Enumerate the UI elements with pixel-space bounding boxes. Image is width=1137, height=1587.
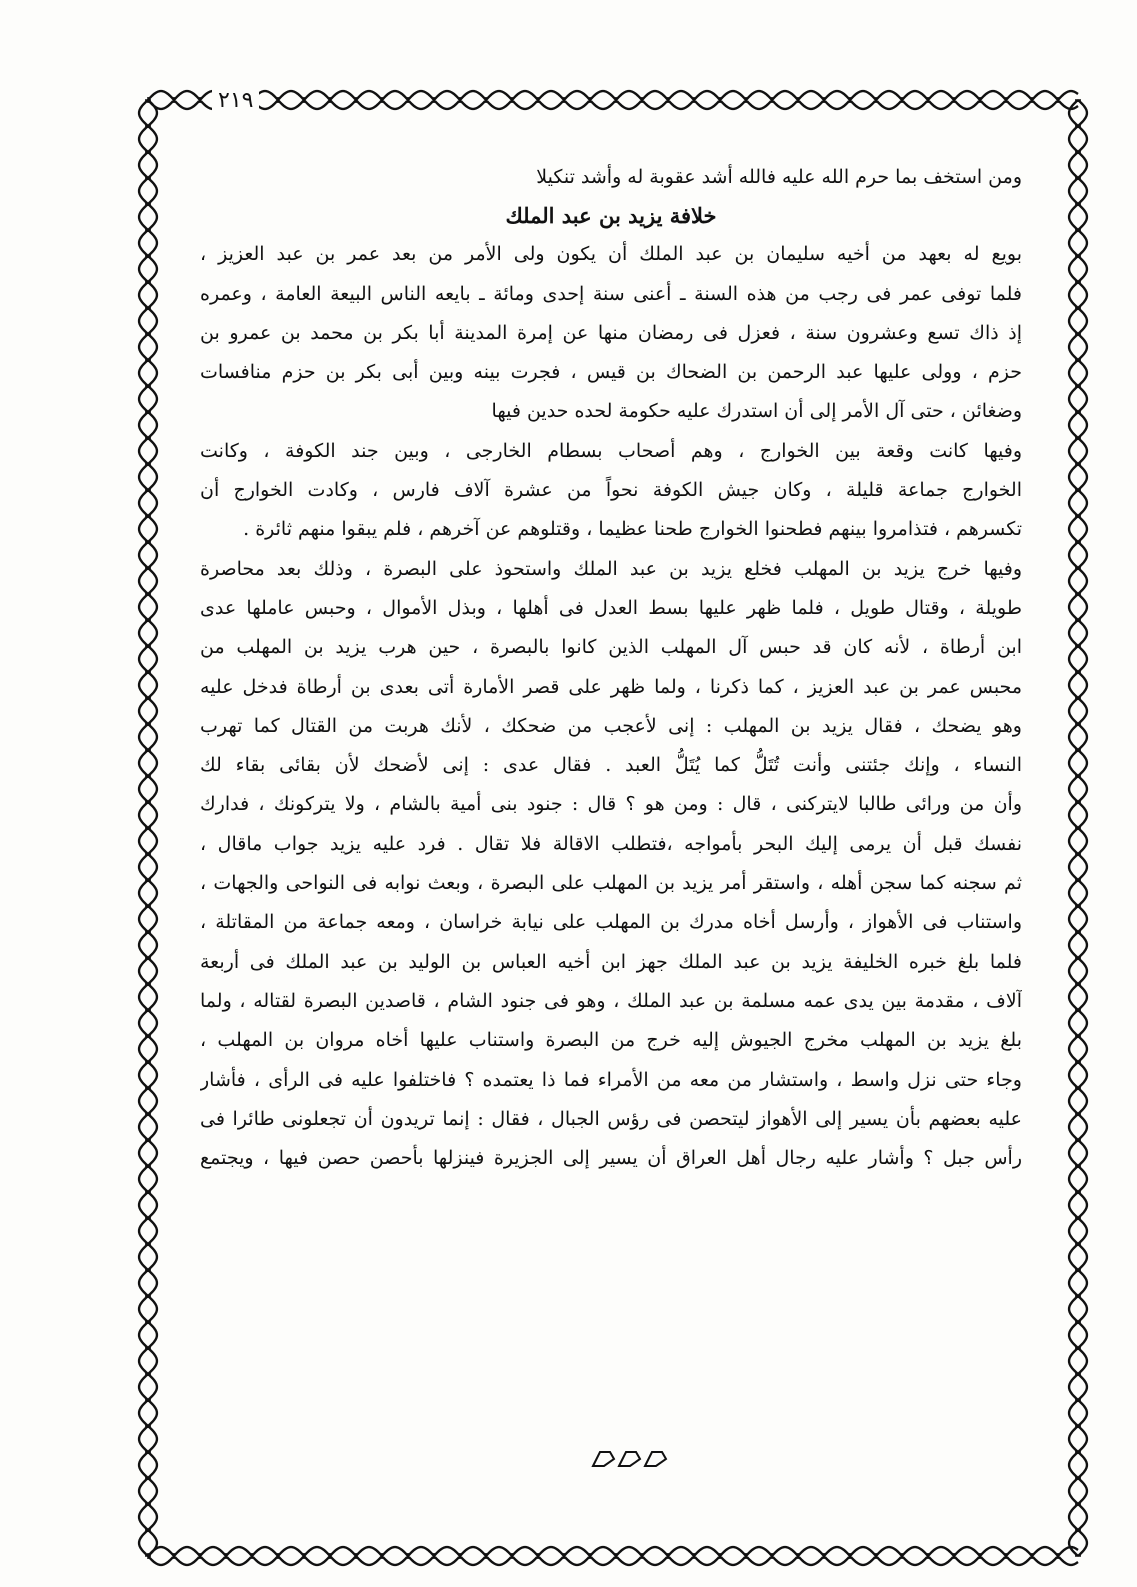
page-number: ٢١٩: [212, 88, 259, 114]
text-line: محبس عمر بن عبد العزيز ، كما ذكرنا ، ولما ظهر على قصر الأمارة أتى بعدى بن أرطاة فدخل عليه: [200, 675, 1022, 698]
text-line: فلما توفى عمر فى رجب من هذه السنة ـ أعنى سنة إحدى ومائة ـ بايعه الناس البيعة العامة ، وعمره: [200, 282, 1022, 305]
section-heading: خلافة يزيد بن عبد الملك: [505, 203, 717, 229]
text-line: تكسرهم ، فتذامروا بينهم فطحنوا الخوارج طحنا عظيما ، وقتلوهم عن آخرهم ، فلم يبقوا منهم ثائرة .: [243, 518, 1022, 541]
text-line: نفسك قبل أن يرمى إليك البحر بأمواجه ،فتطلب الاقالة فلا تقال . فرد عليه يزيد جواب ماقال ،: [200, 832, 1022, 855]
text-line: وفيها كانت وقعة بين الخوارج ، وهم أصحاب بسطام الخارجى ، وبين جند الكوفة ، وكانت: [200, 439, 1022, 462]
text-line: عليه بعضهم بأن يسير إلى الأهواز ليتحصن فى رؤس الجبال ، فقال : إنما تريدون أن تجعلونى طائرا فى: [200, 1107, 1022, 1130]
text-line: الخوارج جماعة قليلة ، وكان جيش الكوفة نحواً من عشرة آلاف فارس ، وكادت الخوارج أن: [200, 479, 1022, 502]
body-text: [200, 235, 1022, 1178]
text-line: آلاف ، مقدمة بين يدى عمه مسلمة بن عبد الملك ، وهو فى جنود الشام ، قاصدين البصرة لقتاله ، ولما: [200, 989, 1022, 1012]
text-line: النساء ، وإنك جئتنى وأنت تُتَلُّ كما يُتَلُّ العبد . فقال عدى : إنى لأضحك لأن بقائى بقاء لك: [200, 754, 1022, 777]
page-body: [200, 158, 1022, 1458]
text-line: وجاء حتى نزل واسط ، واستشار من معه من الأمراء فما ذا يعتمده ؟ فاختلفوا عليه فى الرأى ، فأشار: [200, 1068, 1022, 1091]
text-line: إذ ذاك تسع وعشرون سنة ، فعزل فى رمضان منها عن إمرة المدينة أبا بكر بن محمد بن عمرو بن: [200, 321, 1022, 344]
text-line: طويلة ، وقتال طويل ، فلما ظهر عليها بسط العدل فى أهلها ، وبذل الأموال ، وحبس عاملها عدى: [200, 596, 1022, 619]
text-line: وضغائن ، حتى آل الأمر إلى أن استدرك عليه حكومة لحده حدين فيها: [491, 400, 1022, 423]
end-ornament-icon: [590, 1448, 670, 1470]
text-line: ابن أرطاة ، لأنه كان قد حبس آل المهلب الذين كانوا بالبصرة ، حين هرب يزيد بن المهلب من: [200, 636, 1022, 659]
text-line: وهو يضحك ، فقال يزيد بن المهلب : إنى لأعجب من ضحكك ، لأنك هربت من القتال كما تهرب: [200, 714, 1022, 737]
text-line: بلغ يزيد بن المهلب مخرج الجيوش إليه خرج من البصرة واستناب عليها أخاه مروان بن المهلب ،: [200, 1029, 1022, 1052]
text-line: بويع له بعهد من أخيه سليمان بن عبد الملك أن يكون ولى الأمر من بعد عمر بن عبد العزيز ،: [200, 243, 1022, 266]
text-line: وأن من ورائى طالبا لايتركنى ، قال : ومن هو ؟ قال : جنود بنى أمية بالشام ، ولا يتركونك ، فدارك: [200, 793, 1022, 816]
opening-line: ومن استخف بما حرم الله عليه فالله أشد عقوبة له وأشد تنكيلا: [536, 166, 1022, 188]
text-line: ثم سجنه كما سجن أهله ، واستقر أمر يزيد بن المهلب على البصرة ، وبعث نوابه فى النواحى والجهات ،: [200, 872, 1022, 895]
text-line: رأس جبل ؟ وأشار عليه رجال أهل العراق أن يسير إلى الجزيرة فينزلها بأحصن حصن فيها ، ويجتمع: [200, 1147, 1022, 1170]
text-line: وفيها خرج يزيد بن المهلب فخلع يزيد بن عبد الملك واستحوذ على البصرة ، وذلك بعد محاصرة: [200, 557, 1022, 580]
text-line: حزم ، وولى عليها عبد الرحمن بن الضحاك بن قيس ، فجرت بينه وبين أبى بكر بن حزم منافسات: [200, 361, 1022, 384]
text-line: واستناب فى الأهواز ، وأرسل أخاه مدرك بن المهلب على نيابة خراسان ، ومعه جماعة من المقاتلة ،: [200, 911, 1022, 934]
text-line: فلما بلغ خبره الخليفة يزيد بن عبد الملك جهز ابن أخيه العباس بن الوليد بن عبد الملك فى أربعة: [200, 950, 1022, 973]
